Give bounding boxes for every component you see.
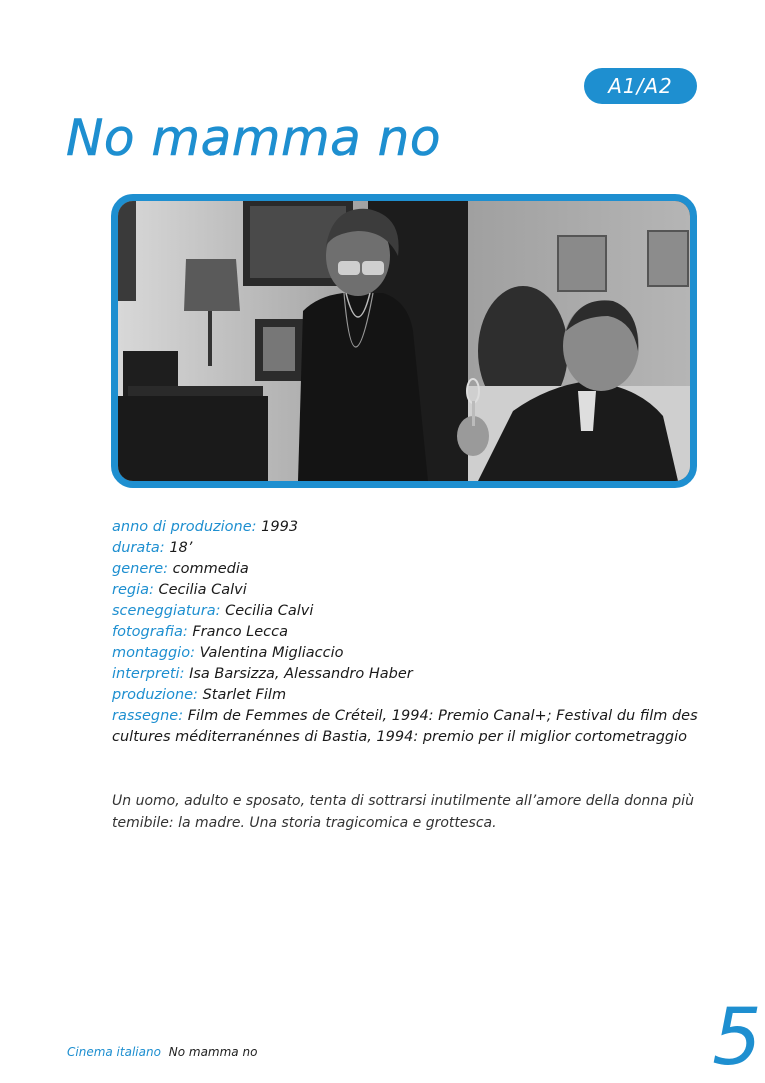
credit-label: sceneggiatura: (112, 603, 221, 619)
credit-label: rassegne: (112, 708, 184, 724)
credit-row-cast (112, 664, 712, 685)
credits-list (112, 517, 712, 748)
credit-value: Isa Barsizza, Alessandro Haber (189, 666, 413, 682)
footer-film-title: No mamma no (168, 1045, 258, 1059)
credit-row-editing (112, 643, 712, 664)
credit-row-genre (112, 559, 712, 580)
page-number: 5 (712, 993, 762, 1083)
credit-label: regia: (112, 582, 154, 598)
film-still-frame (111, 194, 697, 488)
footer-series: Cinema italiano (67, 1045, 161, 1059)
credit-value: 18’ (169, 540, 193, 556)
credit-label: montaggio: (112, 645, 195, 661)
credit-value: 1993 (261, 519, 299, 535)
credit-row-production (112, 685, 712, 706)
credit-row-festivals (112, 706, 712, 748)
film-still-image (118, 201, 690, 481)
credit-value: Starlet Film (202, 687, 287, 703)
page-title: No mamma no (66, 109, 441, 167)
credit-value: Film de Femmes de Créteil, 1994: Premio Canal+; Festival du film des cultures méditerranénnes di Bastia, 1994: premio per il miglior cortometraggio (112, 708, 698, 745)
credit-label: produzione: (112, 687, 198, 703)
credit-row-duration (112, 538, 712, 559)
credit-row-year (112, 517, 712, 538)
credit-label: genere: (112, 561, 169, 577)
credit-value: commedia (172, 561, 249, 577)
credit-row-screenplay (112, 601, 712, 622)
credit-value: Cecilia Calvi (225, 603, 314, 619)
credit-label: fotografia: (112, 624, 188, 640)
credit-value: Valentina Migliaccio (199, 645, 344, 661)
footer (67, 1044, 257, 1060)
credit-row-photography (112, 622, 712, 643)
level-badge: A1/A2 (584, 68, 697, 104)
credit-row-director (112, 580, 712, 601)
credit-label: anno di produzione: (112, 519, 257, 535)
credit-value: Franco Lecca (192, 624, 289, 640)
credit-label: interpreti: (112, 666, 185, 682)
credit-value: Cecilia Calvi (158, 582, 247, 598)
credit-label: durata: (112, 540, 165, 556)
synopsis: Un uomo, adulto e sposato, tenta di sottrarsi inutilmente all’amore della donna più temibile: la madre. Una storia tragicomica e grottesca. (112, 793, 694, 831)
